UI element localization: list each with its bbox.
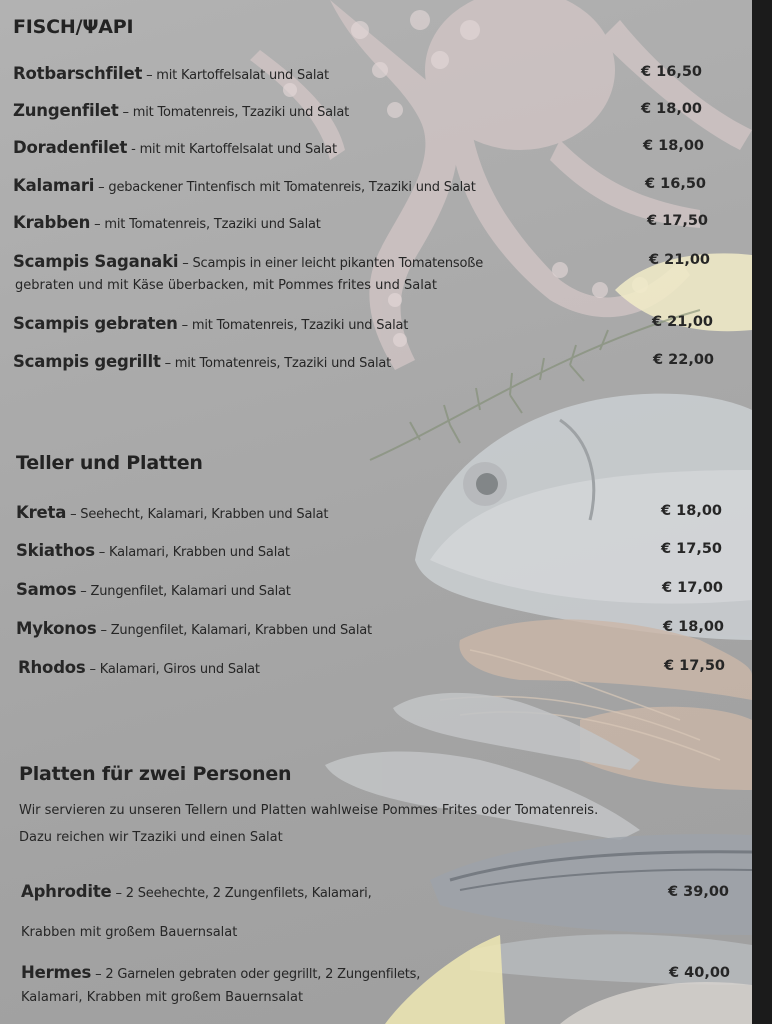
menu-item-hermes — [21, 963, 420, 982]
item-description: – 2 Garnelen gebraten oder gegrillt, 2 Zungenfilets, — [91, 967, 421, 982]
item-name: Samos — [16, 580, 77, 599]
item-description: – Zungenfilet, Kalamari und Salat — [76, 584, 291, 599]
item-name: Kalamari — [13, 176, 95, 195]
menu-item-doradenfilet — [13, 138, 337, 157]
menu-item-rhodos — [18, 658, 260, 677]
item-name: Skiathos — [16, 541, 95, 560]
item-price: € 17,50 — [647, 213, 709, 229]
item-price: € 40,00 — [669, 965, 731, 981]
menu-item-rotbarschfilet — [13, 64, 329, 83]
item-price: € 21,00 — [649, 252, 711, 268]
item-description-continued: gebraten und mit Käse überbacken, mit Pommes frites und Salat — [15, 278, 437, 293]
item-price: € 18,00 — [643, 138, 705, 154]
item-price: € 16,50 — [641, 64, 703, 80]
item-price: € 39,00 — [668, 884, 730, 900]
item-description: – mit Tomatenreis, Tzaziki und Salat — [160, 356, 392, 371]
item-description: – mit Kartoffelsalat und Salat — [142, 68, 329, 83]
item-description-continued: Krabben mit großem Bauernsalat — [21, 925, 238, 940]
section-intro-line-1: Wir servieren zu unseren Tellern und Platten wahlweise Pommes Frites oder Tomatenreis. — [19, 803, 599, 818]
item-description: – mit Tomatenreis, Tzaziki und Salat — [118, 105, 349, 120]
item-name: Scampis Saganaki — [13, 252, 179, 271]
item-name: Mykonos — [16, 619, 97, 638]
item-description: – Kalamari, Giros und Salat — [85, 662, 260, 677]
item-description: – gebackener Tintenfisch mit Tomatenreis, Tzaziki und Salat — [94, 180, 476, 195]
item-name: Scampis gebraten — [13, 314, 178, 333]
menu-item-zungenfilet — [13, 101, 349, 120]
menu-item-krabben — [13, 213, 321, 232]
item-description: – 2 Seehechte, 2 Zungenfilets, Kalamari, — [111, 886, 372, 901]
item-price: € 16,50 — [645, 176, 707, 192]
item-description: – Seehecht, Kalamari, Krabben und Salat — [66, 507, 329, 522]
item-description: – Zungenfilet, Kalamari, Krabben und Salat — [96, 623, 372, 638]
item-description: – Scampis in einer leicht pikanten Tomatensoße — [178, 256, 484, 271]
item-price: € 17,50 — [664, 658, 726, 674]
item-name: Rotbarschfilet — [13, 64, 143, 83]
item-price: € 18,00 — [663, 619, 725, 635]
menu-item-samos — [16, 580, 291, 599]
item-price: € 22,00 — [653, 352, 715, 368]
menu-item-kalamari — [13, 176, 476, 195]
item-name: Kreta — [16, 503, 67, 522]
item-name: Krabben — [13, 213, 91, 232]
item-description: – mit Tomatenreis, Tzaziki und Salat — [177, 318, 409, 333]
item-name: Rhodos — [18, 658, 86, 677]
menu-item-scampis-gegrillt — [13, 352, 391, 371]
section-intro-line-2: Dazu reichen wir Tzaziki und einen Salat — [19, 830, 283, 845]
menu-item-mykonos — [16, 619, 372, 638]
menu-item-scampis-saganaki — [13, 252, 483, 271]
item-description: – Kalamari, Krabben und Salat — [94, 545, 290, 560]
item-name: Aphrodite — [21, 882, 112, 901]
item-name: Scampis gegrillt — [13, 352, 161, 371]
item-price: € 17,00 — [662, 580, 724, 596]
item-price: € 18,00 — [641, 101, 703, 117]
menu-item-skiathos — [16, 541, 290, 560]
item-name: Hermes — [21, 963, 92, 982]
item-name: Zungenfilet — [13, 101, 119, 120]
item-name: Doradenfilet — [13, 138, 128, 157]
section-title-platten-fuer-zwei: Platten für zwei Personen — [19, 763, 292, 785]
menu-item-scampis-gebraten — [13, 314, 408, 333]
item-description: – mit Tomatenreis, Tzaziki und Salat — [90, 217, 321, 232]
item-price: € 18,00 — [661, 503, 723, 519]
item-price: € 17,50 — [661, 541, 723, 557]
section-title-teller-und-platten: Teller und Platten — [16, 452, 203, 474]
section-title-fisch: FISCH/ΨAPI — [13, 16, 134, 38]
item-price: € 21,00 — [652, 314, 714, 330]
menu-item-aphrodite — [21, 882, 372, 901]
item-description-continued: Kalamari, Krabben mit großem Bauernsalat — [21, 990, 304, 1005]
menu-item-kreta — [16, 503, 328, 522]
item-description: - mit mit Kartoffelsalat und Salat — [127, 142, 337, 157]
